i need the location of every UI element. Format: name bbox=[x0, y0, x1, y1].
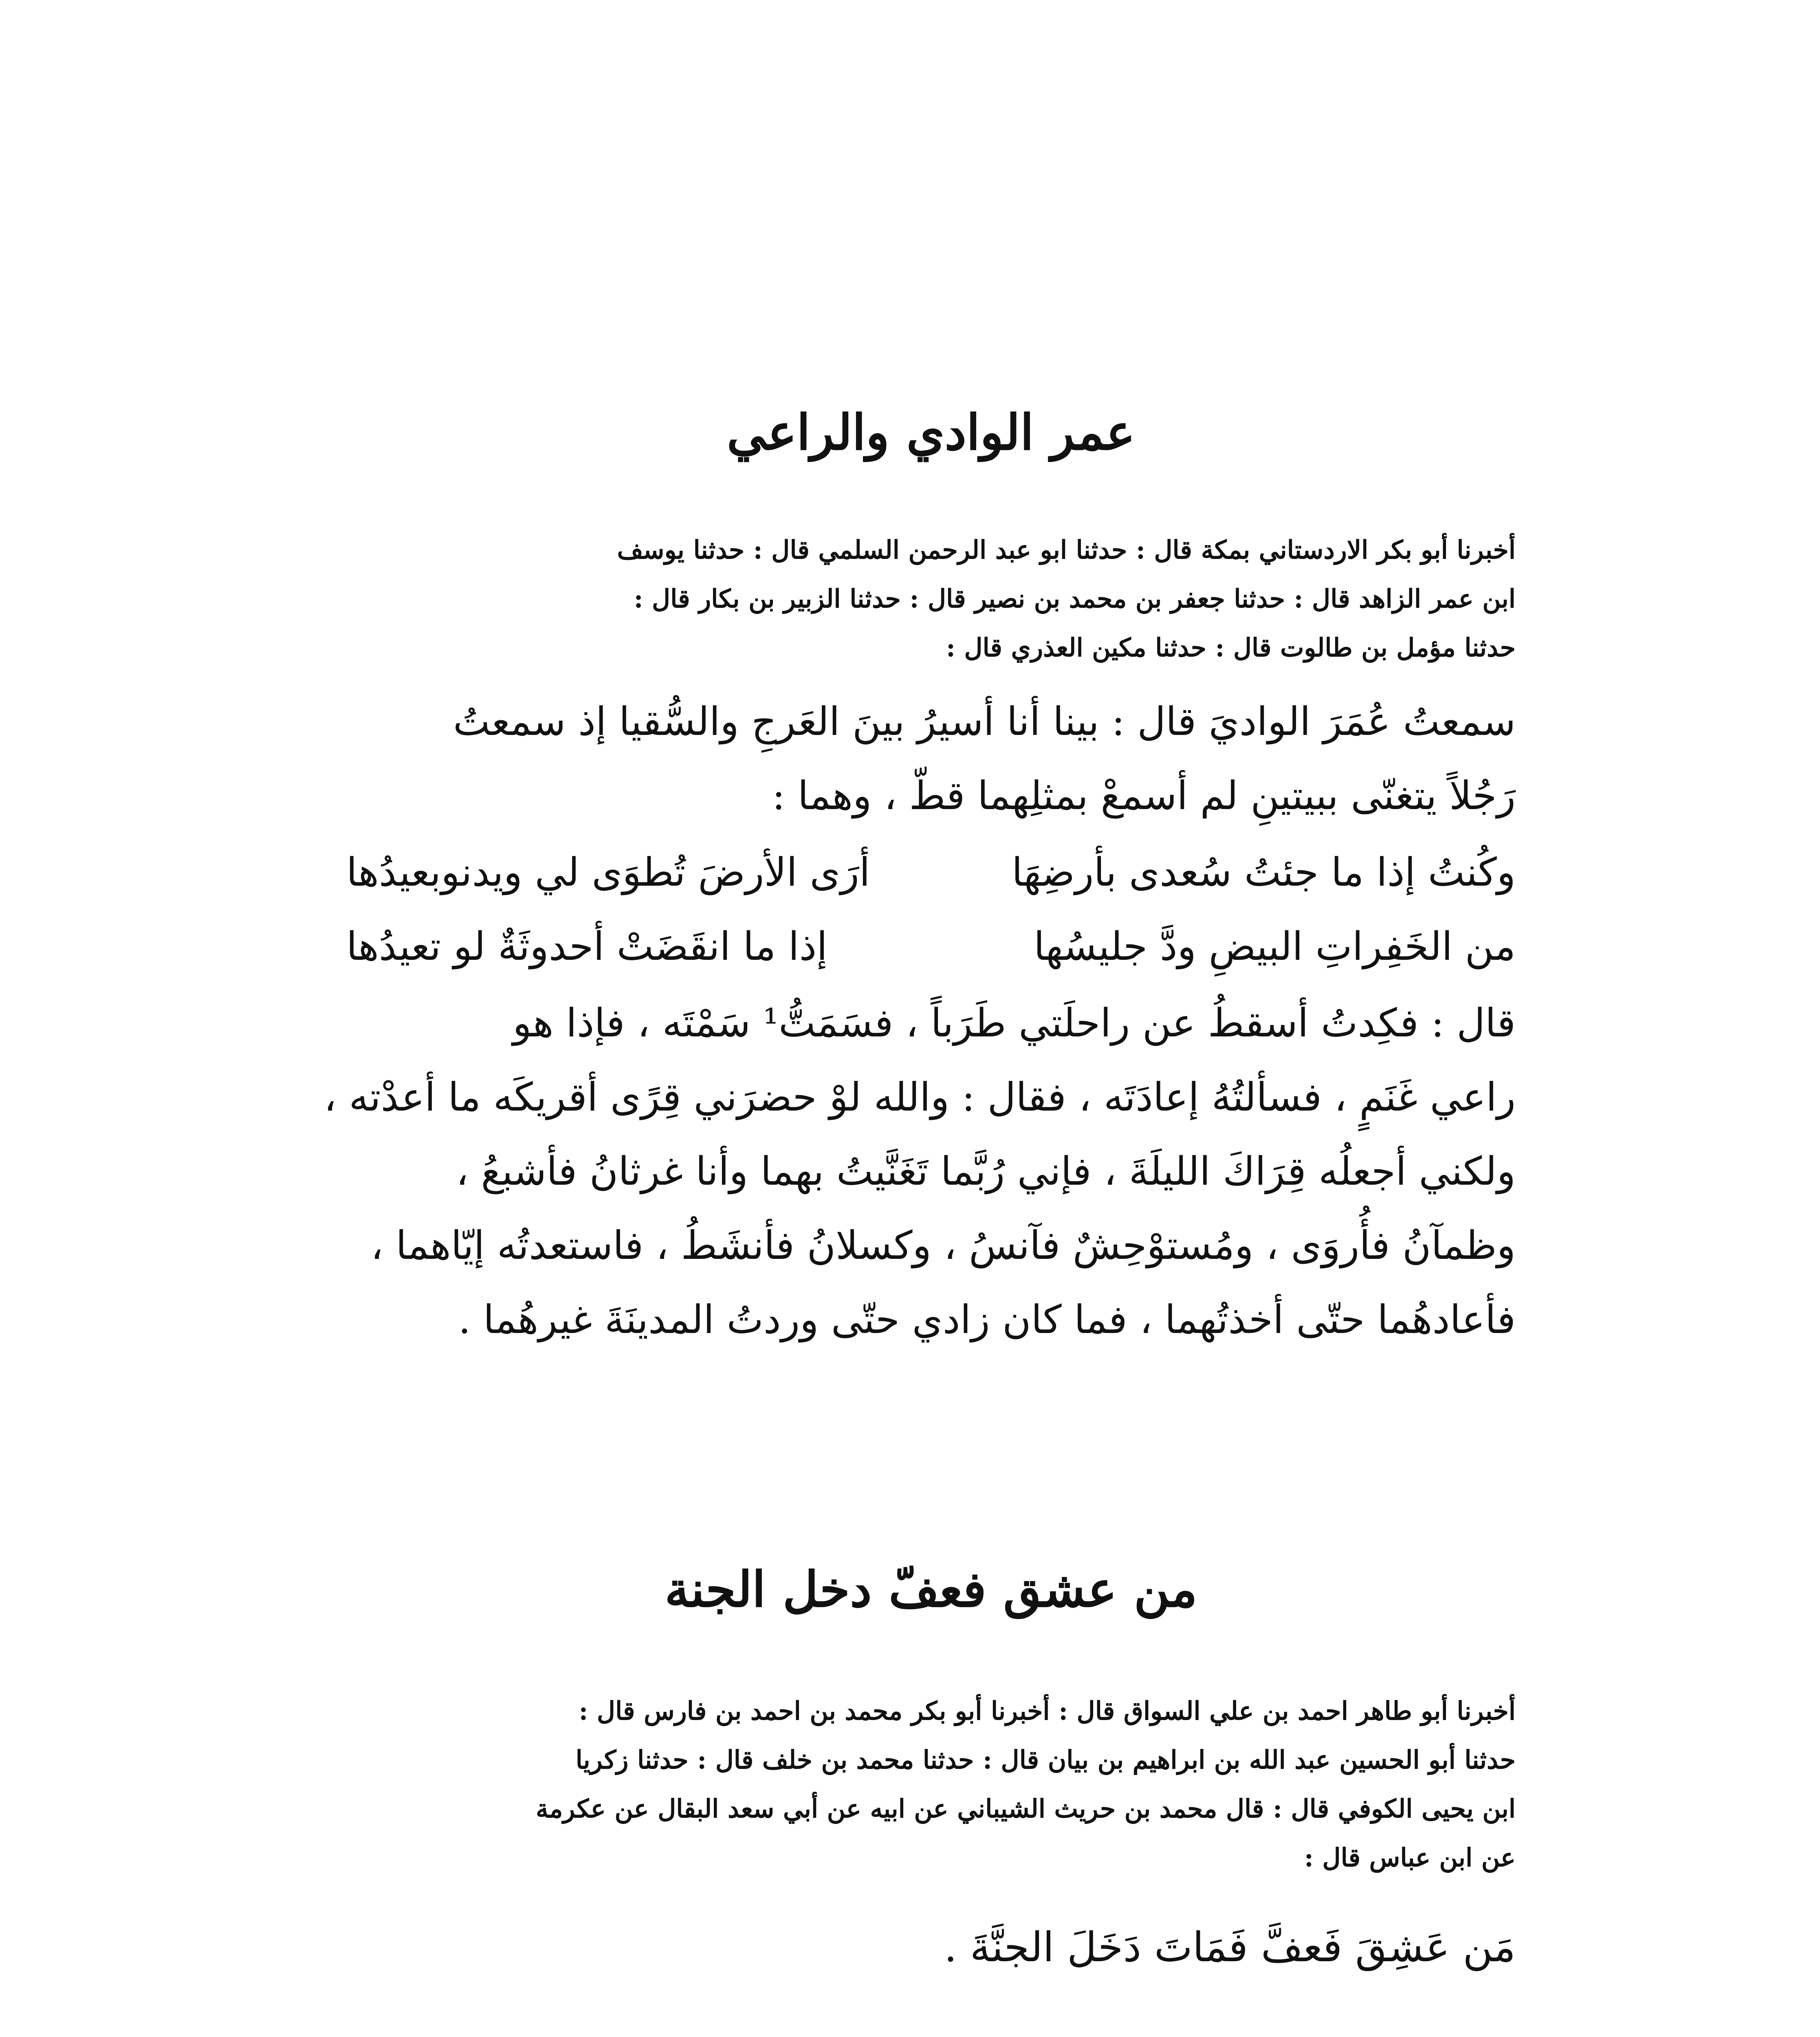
poem-verse bbox=[346, 835, 1516, 909]
verse-first-hemistich: وكُنتُ إذا ما جئتُ سُعدى بأرضِهَا bbox=[1012, 849, 1516, 895]
story-line: فأعادهُما حتّى أخذتُهما ، فما كان زادي حتّى وردتُ المدينَةَ غيرهُما . bbox=[458, 1297, 1516, 1342]
isnad-line: أخبرنا أبو بكر الاردستاني بمكة قال : حدثنا ابو عبد الرحمن السلمي قال : حدثنا يوسف bbox=[617, 535, 1516, 565]
isnad-line: حدثنا أبو الحسين عبد الله بن ابراهيم بن بيان قال : حدثنا محمد بن خلف قال : حدثنا زكريا bbox=[575, 1745, 1516, 1775]
poem-verse bbox=[346, 909, 1516, 983]
section-2-title: من عشق فعفّ دخل الجنة bbox=[665, 1561, 1197, 1618]
section-1-intro bbox=[346, 684, 1516, 833]
verse-second-hemistich: إذا ما انقَضَتْ أحدوثَةٌ لو تعيدُها bbox=[346, 924, 827, 969]
intro-line: سمعتُ عُمَرَ الواديَ قال : بينا أنا أسيرُ بينَ العَرجِ والسُّقيا إذ سمعتُ bbox=[453, 699, 1516, 744]
isnad-line: أخبرنا أبو طاهر احمد بن علي السواق قال : أخبرنا أبو بكر محمد بن احمد بن فارس قال : bbox=[579, 1696, 1516, 1726]
section-1-story bbox=[324, 986, 1516, 1357]
story-line: وظمآنُ فأُروَى ، ومُستوْحِشٌ فآنسُ ، وكسلانُ فأنشَطُ ، فاستعدتُه إيّاهما ، bbox=[370, 1223, 1516, 1268]
section-1-isnad bbox=[346, 526, 1516, 672]
intro-line: رَجُلاً يتغنّى ببيتينِ لم أسمعْ بمثلِهما قطّ ، وهما : bbox=[772, 773, 1516, 818]
story-line: راعي غَنَمٍ ، فسألتُهُ إعادَتَه ، فقال : والله لوْ حضرَني قِرًى أقريكَه ما أعدْته ، bbox=[324, 1074, 1516, 1120]
isnad-line: عن ابن عباس قال : bbox=[1304, 1843, 1516, 1872]
story-line: ولكني أجعلُه قِرَاكَ الليلَةَ ، فإني رُبَّما تَغَنَّيتُ بهما وأنا غرثانُ فأشبعُ ، bbox=[456, 1148, 1516, 1194]
verse-second-hemistich: أرَى الأرضَ تُطوَى لي ويدنوبعيدُها bbox=[346, 849, 870, 895]
section-1-title: عمر الوادي والراعي bbox=[726, 404, 1136, 461]
story-line: قال : فكِدتُ أسقطُ عن راحلَتي طَرَباً ، فسَمَتُّ¹ سَمْتَه ، فإذا هو bbox=[513, 1000, 1516, 1046]
hadith-text: مَن عَشِقَ فَعفَّ فَمَاتَ دَخَلَ الجنَّةَ . bbox=[944, 1923, 1516, 1971]
isnad-line: حدثنا مؤمل بن طالوت قال : حدثنا مكين العذري قال : bbox=[946, 633, 1516, 662]
poem bbox=[346, 835, 1516, 983]
isnad-line: ابن يحيى الكوفي قال : قال محمد بن حريث الشيباني عن ابيه عن أبي سعد البقال عن عكرمة bbox=[535, 1794, 1516, 1824]
isnad-line: ابن عمر الزاهد قال : حدثنا جعفر بن محمد بن نصير قال : حدثنا الزبير بن بكار قال : bbox=[634, 584, 1516, 614]
verse-first-hemistich: من الخَفِراتِ البيضِ ودَّ جليسُها bbox=[1034, 924, 1516, 969]
section-2-isnad bbox=[346, 1687, 1516, 1882]
